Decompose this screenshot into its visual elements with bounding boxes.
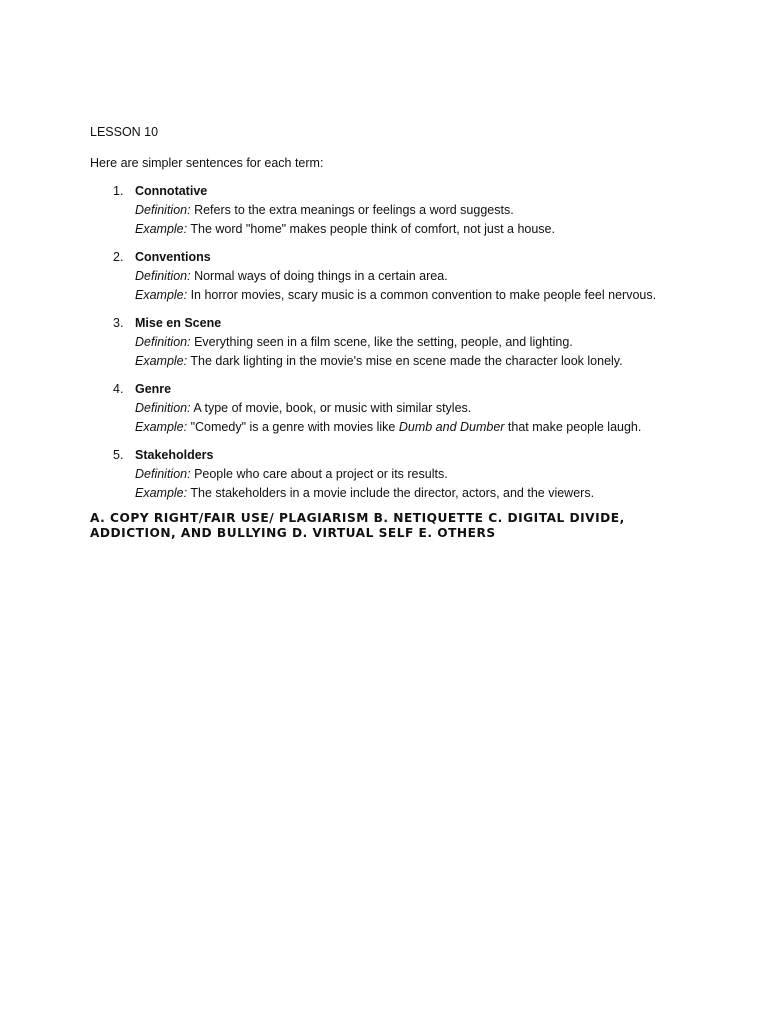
definition-label: Definition: [135, 269, 191, 283]
definition-label: Definition: [135, 203, 191, 217]
term-definition [135, 399, 700, 418]
example-text: The word "home" makes people think of comfort, not just a house. [187, 222, 555, 236]
term-example [135, 418, 700, 437]
example-label: Example: [135, 486, 188, 500]
term-name: Connotative [135, 184, 208, 198]
term-number: 3. [113, 316, 124, 330]
term-item-connotative [90, 182, 700, 239]
term-name: Conventions [135, 250, 211, 264]
term-definition [135, 465, 700, 484]
term-item-conventions [90, 248, 700, 305]
lesson-title: LESSON 10 [90, 125, 159, 139]
term-example [135, 286, 700, 305]
term-name: Stakeholders [135, 448, 214, 462]
definition-label: Definition: [135, 401, 191, 415]
term-number: 5. [113, 448, 124, 462]
example-text-before: "Comedy" is a genre with movies like [187, 420, 399, 434]
terms-list [90, 182, 700, 503]
term-item-genre [90, 380, 700, 437]
example-movie-title: Dumb and Dumber [398, 420, 505, 434]
definition-text: Normal ways of doing things in a certain area. [190, 269, 448, 283]
term-definition [135, 267, 700, 286]
example-label: Example: [135, 222, 188, 236]
topics-heading: A. COPY RIGHT/FAIR USE/ PLAGIARISM B. NETIQUETTE C. DIGITAL DIVIDE, ADDICTION, AND BULLYING D. VIRTUAL SELF E. OTHERS [90, 511, 625, 540]
definition-text: A type of movie, book, or music with similar styles. [190, 401, 472, 415]
term-name: Genre [135, 382, 172, 396]
term-number: 2. [113, 250, 124, 264]
example-text: The stakeholders in a movie include the director, actors, and the viewers. [187, 486, 595, 500]
term-definition [135, 333, 700, 352]
definition-text: Refers to the extra meanings or feelings a word suggests. [190, 203, 514, 217]
document-page [90, 123, 700, 541]
term-example [135, 220, 700, 239]
term-name: Mise en Scene [135, 316, 222, 330]
example-label: Example: [135, 420, 188, 434]
term-item-mise-en-scene [90, 314, 700, 371]
example-text: In horror movies, scary music is a common convention to make people feel nervous. [187, 288, 657, 302]
example-text: The dark lighting in the movie's mise en scene made the character look lonely. [187, 354, 623, 368]
definition-text: Everything seen in a film scene, like the setting, people, and lighting. [190, 335, 573, 349]
definition-label: Definition: [135, 335, 191, 349]
definition-text: People who care about a project or its results. [190, 467, 448, 481]
intro-text: Here are simpler sentences for each term: [90, 156, 324, 170]
term-number: 1. [113, 184, 124, 198]
term-example [135, 484, 700, 503]
term-definition [135, 201, 700, 220]
example-text-after: that make people laugh. [504, 420, 642, 434]
term-number: 4. [113, 382, 124, 396]
term-item-stakeholders [90, 446, 700, 503]
term-example [135, 352, 700, 371]
example-label: Example: [135, 354, 188, 368]
definition-label: Definition: [135, 467, 191, 481]
example-label: Example: [135, 288, 188, 302]
